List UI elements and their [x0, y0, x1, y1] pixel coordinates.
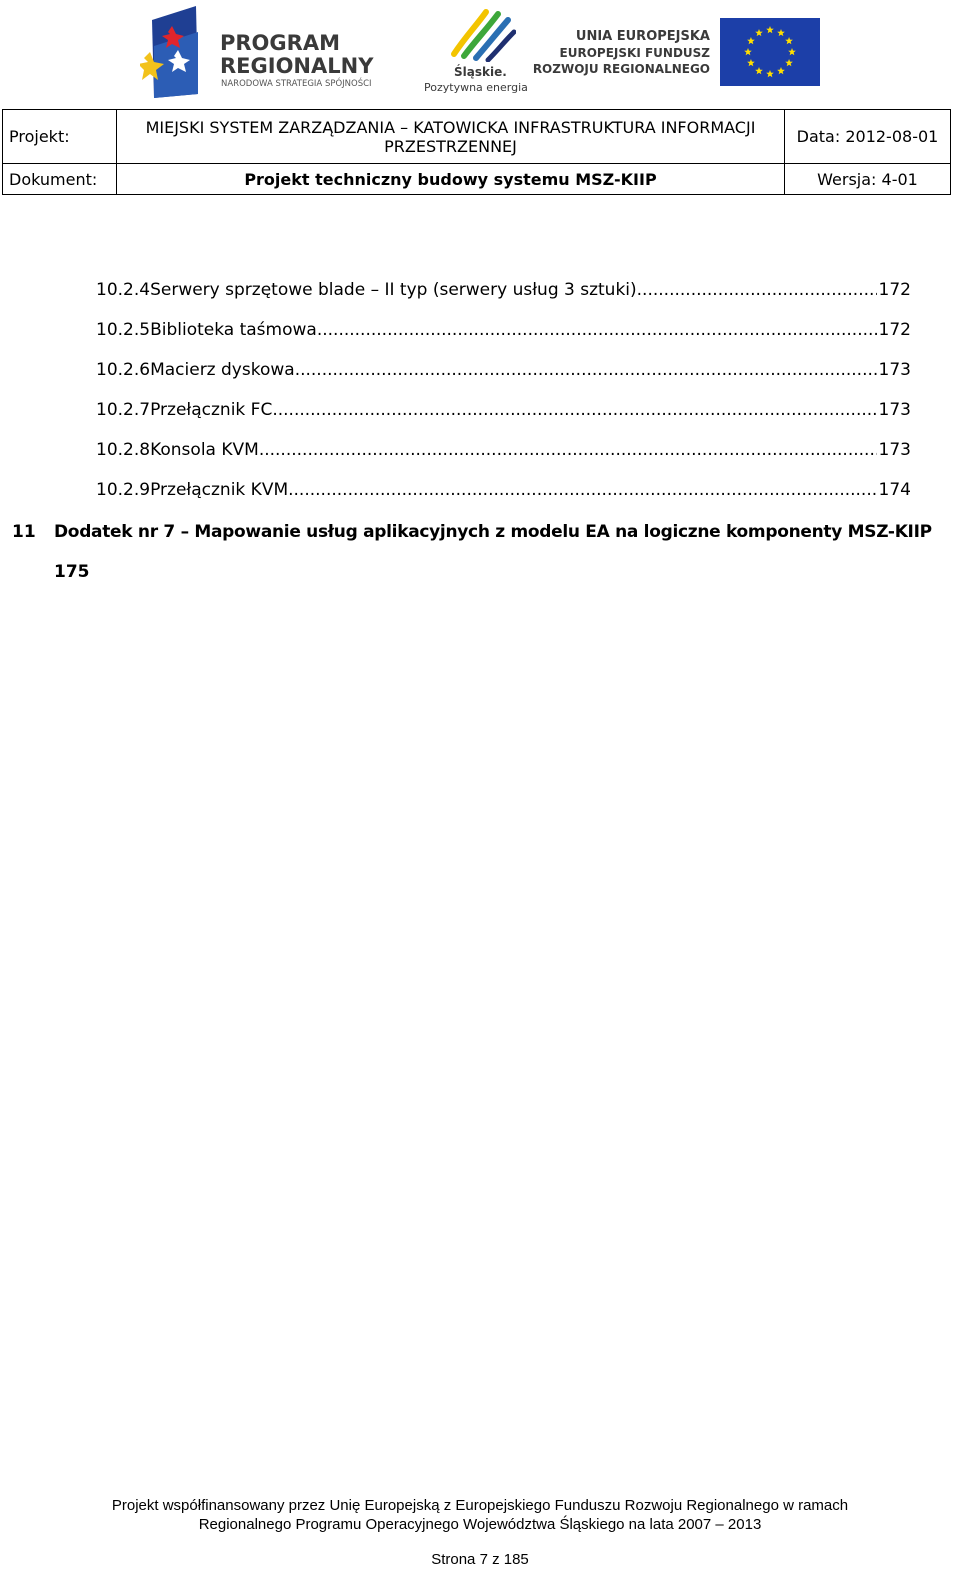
document-header-table: [2, 109, 951, 195]
toc-entry[interactable]: [96, 440, 911, 470]
toc-entry-title: Przełącznik KVM: [150, 480, 289, 500]
projekt-value: [117, 110, 785, 164]
toc-leader-dots: [317, 320, 877, 340]
footer-line1: Projekt współfinansowany przez Unię Europejską z Europejskiego Funduszu Rozwoju Regionalnego w ramach: [111, 1497, 849, 1514]
toc-leader-dots: [272, 400, 876, 420]
toc-entry-number: 10.2.5: [96, 320, 151, 340]
toc-entry-title: Konsola KVM: [150, 440, 259, 460]
toc-entry-number: 10.2.7: [96, 400, 151, 420]
program-regionalny-line2: REGIONALNY: [220, 54, 374, 78]
toc-entry-title: Biblioteka taśmowa: [150, 320, 317, 340]
toc-leader-dots: [259, 440, 877, 460]
toc-entry-number: 10.2.9: [96, 480, 151, 500]
footer-line2: Regionalnego Programu Operacyjnego Województwa Śląskiego na lata 2007 – 2013: [198, 1516, 762, 1533]
ue-line1: UNIA EUROPEJSKA: [575, 29, 710, 44]
slaskie-logo: [420, 6, 530, 94]
toc-entry-page: 173: [878, 440, 911, 460]
toc-entry[interactable]: [96, 400, 911, 430]
page-number: Strona 7 z 185: [431, 1551, 529, 1568]
toc-entry[interactable]: [96, 320, 911, 350]
toc-entry[interactable]: [96, 280, 911, 310]
logo-strip: [0, 0, 960, 105]
toc-entry[interactable]: [96, 480, 911, 510]
program-regionalny-line1: PROGRAM: [220, 31, 340, 55]
toc-entry-number: 10.2.6: [96, 360, 151, 380]
toc-leader-dots: [288, 480, 876, 500]
toc-entry-page: 174: [878, 480, 911, 500]
date-cell: Data: 2012-08-01: [785, 110, 951, 164]
toc-main-title: Dodatek nr 7 – Mapowanie usług aplikacyjnych z modelu EA na logiczne komponenty MSZ-KIIP: [54, 522, 932, 542]
toc-entry-page: 172: [878, 280, 911, 300]
toc-entry-page: 172: [878, 320, 911, 340]
ue-line2: EUROPEJSKI FUNDUSZ: [559, 46, 710, 60]
toc-entry-page: 173: [878, 400, 911, 420]
toc-leader-dots: [637, 280, 877, 300]
program-regionalny-line3: NARODOWA STRATEGIA SPÓJNOŚCI: [221, 79, 372, 89]
eu-flag-icon: [720, 18, 820, 86]
toc-entry-page: 173: [878, 360, 911, 380]
slaskie-line2: Pozytywna energia: [424, 81, 528, 94]
dokument-label: Dokument:: [3, 164, 117, 195]
toc-entry-title: Przełącznik FC: [150, 400, 273, 420]
projekt-label: Projekt:: [3, 110, 117, 164]
version-cell: Wersja: 4-01: [785, 164, 951, 195]
toc-main-page: 175: [54, 562, 90, 582]
ue-text: [532, 29, 718, 80]
projekt-value-line2: PRZESTRZENNEJ: [384, 136, 517, 156]
toc-main-number: 11: [12, 522, 36, 542]
slaskie-wave-icon: [446, 6, 516, 62]
toc-entry[interactable]: [96, 360, 911, 390]
toc-entry-title: Serwery sprzętowe blade – II typ (serwery usług 3 sztuki): [150, 280, 637, 300]
dokument-value: Projekt techniczny budowy systemu MSZ-KIIP: [117, 164, 785, 195]
program-regionalny-emblem-icon: [140, 6, 202, 98]
toc-entry-number: 10.2.4: [96, 280, 151, 300]
ue-line3: ROZWOJU REGIONALNEGO: [532, 62, 710, 76]
slaskie-line1: Śląskie.: [454, 65, 507, 79]
program-regionalny-logo: [140, 6, 405, 98]
toc-entry-number: 10.2.8: [96, 440, 151, 460]
projekt-value-line1: MIEJSKI SYSTEM ZARZĄDZANIA – KATOWICKA INFRASTRUKTURA INFORMACJI: [145, 117, 756, 137]
toc-leader-dots: [295, 360, 877, 380]
toc-entry-title: Macierz dyskowa: [150, 360, 295, 380]
